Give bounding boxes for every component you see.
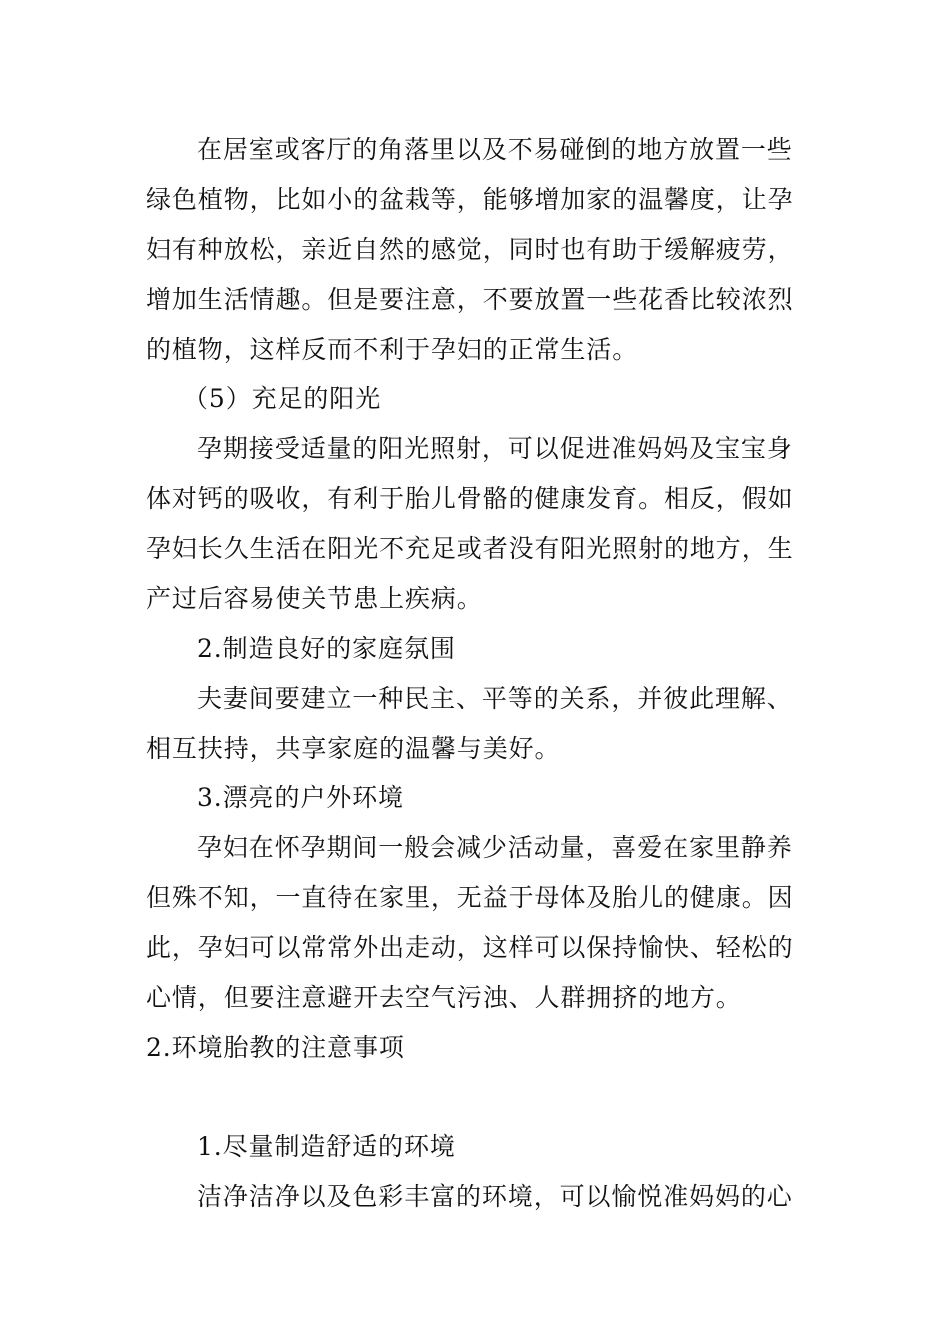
- section-heading: （5）充足的阳光: [183, 384, 382, 413]
- section-heading: 2.制造良好的家庭氛围: [197, 634, 456, 663]
- section-heading: 1.尽量制造舒适的环境: [197, 1132, 456, 1161]
- paragraph-line: 夫妻间要建立一种民主、平等的关系，并彼此理解、: [197, 684, 793, 713]
- paragraph-line: 孕妇在怀孕期间一般会减少活动量，喜爱在家里静养: [197, 833, 793, 862]
- paragraph-line: 在居室或客厅的角落里以及不易碰倒的地方放置一些: [197, 135, 793, 164]
- paragraph-line: 妇有种放松，亲近自然的感觉，同时也有助于缓解疲劳，: [146, 235, 794, 264]
- paragraph-line: 增加生活情趣。但是要注意，不要放置一些花香比较浓烈: [146, 285, 794, 314]
- paragraph-line: 的植物，这样反而不利于孕妇的正常生活。: [146, 335, 639, 364]
- paragraph-line: 体对钙的吸收，有利于胎儿骨骼的健康发育。相反，假如: [146, 484, 794, 513]
- paragraph-line: 绿色植物，比如小的盆栽等，能够增加家的温馨度，让孕: [146, 185, 794, 214]
- paragraph-line: 产过后容易使关节患上疾病。: [146, 584, 483, 613]
- paragraph-line: 孕妇长久生活在阳光不充足或者没有阳光照射的地方，生: [146, 534, 794, 563]
- section-heading: 3.漂亮的户外环境: [197, 783, 404, 812]
- section-heading: 2.环境胎教的注意事项: [146, 1033, 405, 1062]
- paragraph-line: 心情，但要注意避开去空气污浊、人群拥挤的地方。: [146, 983, 742, 1012]
- paragraph-line: 但殊不知，一直待在家里，无益于母体及胎儿的健康。因: [146, 883, 794, 912]
- paragraph-line: 此，孕妇可以常常外出走动，这样可以保持愉快、轻松的: [146, 933, 794, 962]
- paragraph-line: 洁净洁净以及色彩丰富的环境，可以愉悦准妈妈的心: [197, 1182, 793, 1211]
- paragraph-line: 相互扶持，共享家庭的温馨与美好。: [146, 734, 561, 763]
- paragraph-line: 孕期接受适量的阳光照射，可以促进准妈妈及宝宝身: [197, 434, 793, 463]
